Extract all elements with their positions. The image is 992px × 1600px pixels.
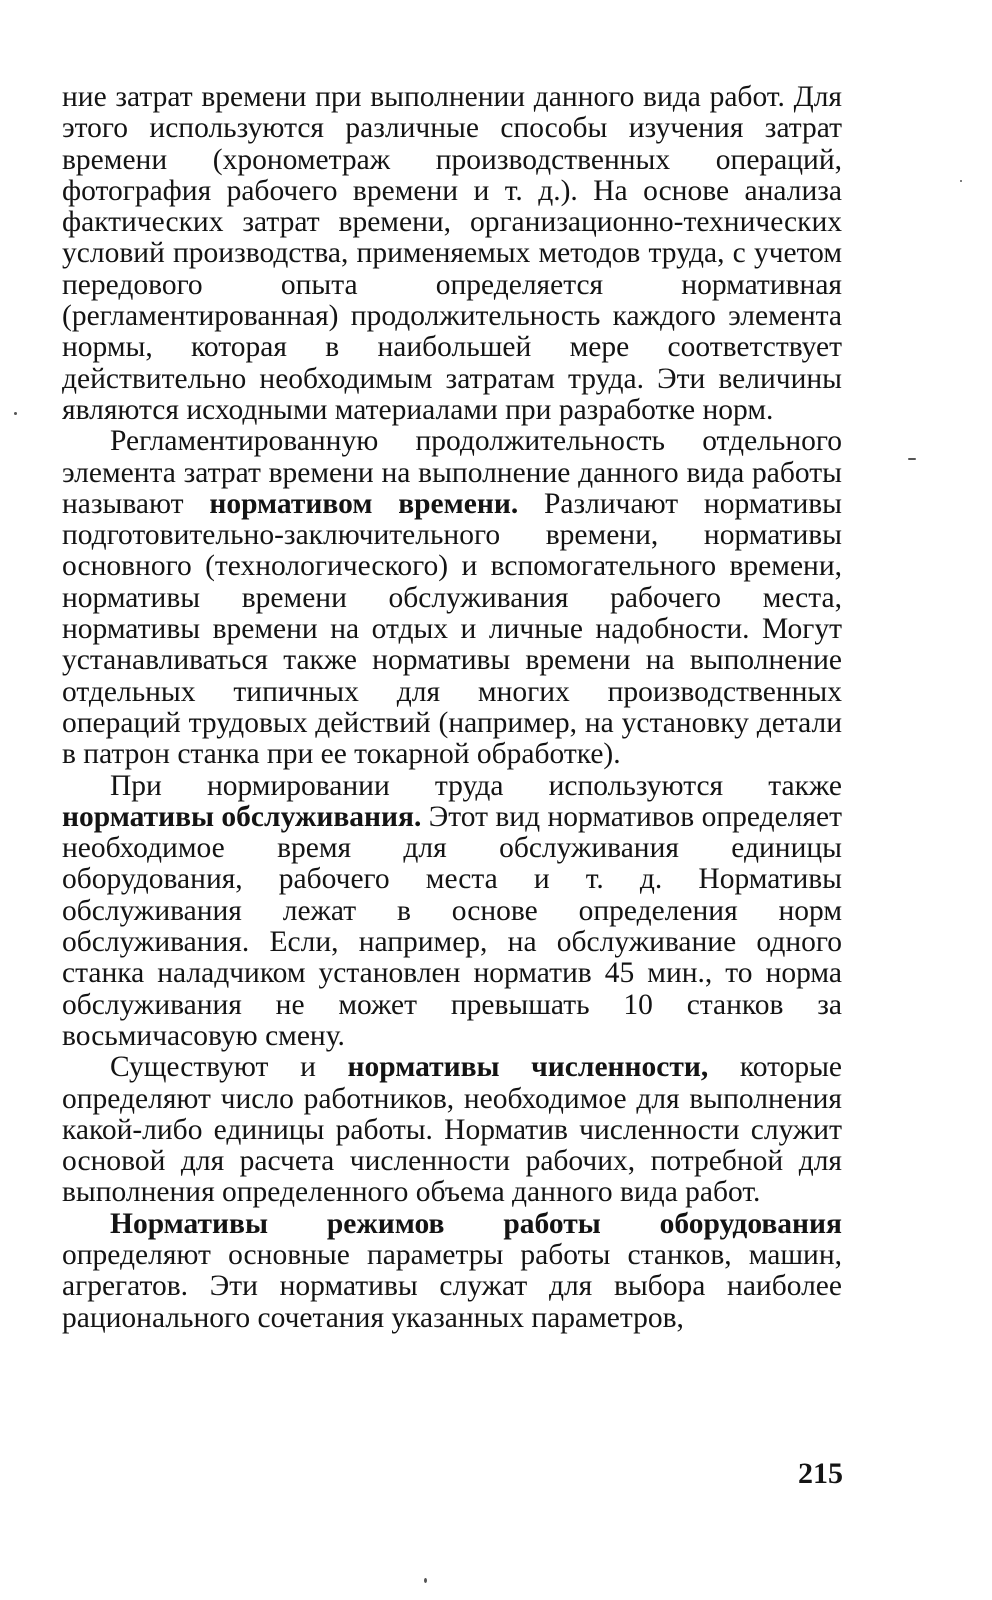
paragraph-4-text-a: Существуют и bbox=[110, 1051, 348, 1084]
paragraph-3-text-a: При нормировании труда используются также bbox=[110, 769, 842, 802]
paragraph-3 bbox=[62, 771, 842, 1053]
page-number: 215 bbox=[798, 1457, 843, 1490]
paragraph-2-text-a: Регламентированную продолжительность отдельного элемента затрат времени на выполнение данного вида работы называют bbox=[62, 425, 842, 520]
term-equipment-mode-standards: Нормативы режимов работы оборудования bbox=[110, 1207, 842, 1240]
scan-speck bbox=[908, 458, 916, 460]
scan-speck bbox=[960, 180, 962, 182]
scan-speck bbox=[424, 1578, 427, 1583]
paragraph-4 bbox=[62, 1052, 842, 1208]
paragraph-1-text: ние затрат времени при выполнении данного вида работ. Для этого используются различные способы изучения затрат времени (хронометраж производственных операций, фотография рабочего времени и т. д.). На основе анализа фактических затрат времени, организационно-технических условий производства, применяемых методов труда, с учетом передового опыта определяется нормативная (регламентированная) продолжительность каждого элемента нормы, которая в наибольшей мере соответствует действительно необходимым затратам труда. Эти величины являются исходными материалами при разработке норм. bbox=[62, 81, 842, 426]
term-headcount-standards: нормативы численности, bbox=[347, 1051, 709, 1084]
scan-speck bbox=[14, 412, 17, 415]
paragraph-5 bbox=[62, 1209, 842, 1334]
paragraph-2-text-b: Различают нормативы подготовительно-заключительного времени, нормативы основного (технологического) и вспомогательного времени, нормативы времени обслуживания рабочего места, нормативы времени на отдых и личные надобности. Могут устанавливаться также нормативы времени на выполнение отдельных типичных для многих производственных операций трудовых действий (например, на установку детали в патрон станка при ее токарной обработке). bbox=[62, 487, 842, 771]
term-time-standard: нормативом времени. bbox=[209, 487, 519, 520]
paragraph-3-text-b: Этот вид нормативов определяет необходимое время для обслуживания единицы оборудования, рабочего места и т. д. Нормативы обслуживания лежат в основе определения норм обслуживания. Если, например, на обслуживание одного станка наладчиком установлен норматив 45 мин., то норма обслуживания не может превышать 10 станков за восьмичасовую смену. bbox=[62, 800, 842, 1052]
paragraph-2 bbox=[62, 426, 842, 770]
paragraph-4-text-b: которые определяют число работников, необходимое для выполнения какой-либо единицы работы. Норматив численности служит основой для расчета численности рабочих, потребной для выполнения определенного объема данного вида работ. bbox=[62, 1051, 842, 1209]
term-service-standards: нормативы обслуживания. bbox=[62, 800, 422, 833]
page-text bbox=[62, 82, 842, 1334]
paragraph-5-text-a: определяют основные параметры работы станков, машин, агрегатов. Эти нормативы служат для выбора наиболее рационального сочетания указанных параметров, bbox=[62, 1238, 842, 1334]
paragraph-1 bbox=[62, 82, 842, 426]
